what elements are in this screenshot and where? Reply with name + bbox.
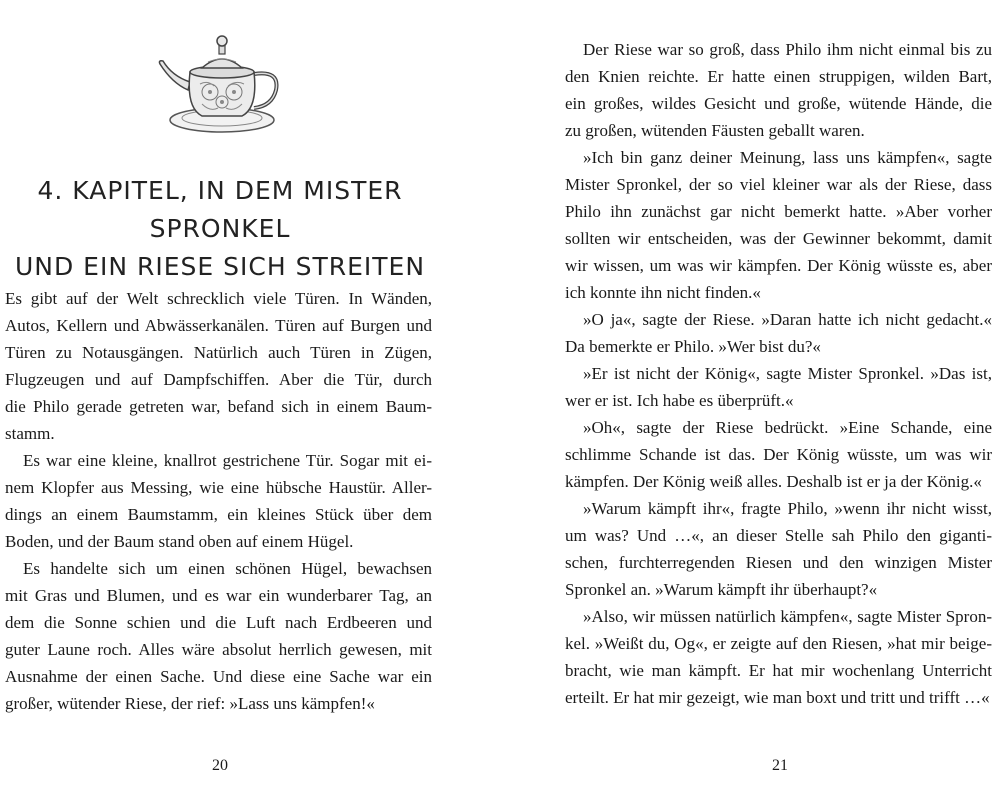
text-line: wer er ist. Ich habe es überprüft.« (565, 391, 794, 410)
text-line: Es gibt auf der Welt schrecklich viele Türen. In Wänden, (5, 289, 432, 308)
text-line: Philo ihn zunächst gar nicht bemerkt hatte. »Aber vorher (565, 202, 992, 221)
teapot-icon (150, 28, 290, 138)
text-line: dem die Sonne schien und die Luft nach Erdbeeren und (5, 613, 432, 632)
page-number-left: 20 (212, 757, 228, 774)
text-line: guter Laune roch. Alles wäre absolut herrlich gewesen, mit (5, 640, 432, 659)
text-line: bracht, wie man kämpft. Er hat mir wochenlang Unterricht (565, 661, 992, 680)
text-line: mit Gras und Blumen, und es war ein wunderbarer Tag, an (5, 586, 432, 605)
text-line: ich konnte ihn nicht finden.« (565, 283, 761, 302)
text-line: Boden, und der Baum stand oben auf einem Hügel. (5, 532, 354, 551)
text-line: kel. »Weißt du, Og«, er zeigte auf den Riesen, »hat mir beige- (565, 634, 992, 653)
page-number-right: 21 (772, 757, 788, 774)
chapter-title (0, 172, 440, 286)
left-page-body (5, 285, 432, 717)
chapter-title-line-1: 4. KAPITEL, IN DEM MISTER SPRONKEL (37, 176, 403, 243)
text-line: zu großen, wütenden Fäusten geballt waren. (565, 121, 865, 140)
text-line: Es war eine kleine, knallrot gestrichene Tür. Sogar mit ei- (23, 451, 432, 470)
text-line: sollten wir entscheiden, was der Gewinner bekommt, damit (565, 229, 992, 248)
text-line: die Philo gerade getreten war, befand sich in einem Baum- (5, 397, 432, 416)
chapter-title-line-2: UND EIN RIESE SICH STREITEN (14, 252, 426, 281)
text-line: Da bemerkte er Philo. »Wer bist du?« (565, 337, 821, 356)
text-line: um was? Und …«, an dieser Stelle sah Philo den giganti- (565, 526, 992, 545)
text-line: kämpfen. Der König weiß alles. Deshalb ist er ja der König.« (565, 472, 982, 491)
text-line: »Oh«, sagte der Riese bedrückt. »Eine Schande, eine (583, 418, 992, 437)
text-line: dings an einem Baumstamm, ein kleines Stück über dem (5, 505, 432, 524)
text-line: Spronkel an. »Warum kämpft ihr überhaupt?« (565, 580, 878, 599)
right-page-body (565, 36, 992, 711)
text-line: Türen zu Notausgängen. Natürlich auch Türen in Zügen, (5, 343, 432, 362)
text-line: erteilt. Er hat mir gezeigt, wie man boxt und tritt und trifft …« (565, 688, 990, 707)
text-line: »Also, wir müssen natürlich kämpfen«, sagte Mister Spron- (583, 607, 992, 626)
text-line: Es handelte sich um einen schönen Hügel, bewachsen (23, 559, 432, 578)
text-line: Der Riese war so groß, dass Philo ihm nicht einmal bis zu (583, 40, 992, 59)
text-line: wir wissen, um was wir kämpfen. Der König wüsste es, aber (565, 256, 992, 275)
text-line: »Ich bin ganz deiner Meinung, lass uns kämpfen«, sagte (583, 148, 992, 167)
text-line: Ausnahme der einen Sache. Und diese eine Sache war ein (5, 667, 432, 686)
text-line: Mister Spronkel, der so viel kleiner war als der Riese, dass (565, 175, 992, 194)
text-line: ein großes, wildes Gesicht und große, wütende Hände, die (565, 94, 992, 113)
right-page (560, 0, 1000, 800)
text-line: den Knien reichte. Er hatte einen struppigen, wilden Bart, (565, 67, 992, 86)
text-line: »O ja«, sagte der Riese. »Daran hatte ich nicht gedacht.« (583, 310, 992, 329)
text-line: »Warum kämpft ihr«, fragte Philo, »wenn ihr nicht wisst, (583, 499, 992, 518)
text-line: schen, furchterregenden Riesen und den winzigen Mister (565, 553, 992, 572)
text-line: nem Klopfer aus Messing, wie eine hübsche Haustür. Aller- (5, 478, 432, 497)
text-line: Flugzeugen und auf Dampfschiffen. Aber die Tür, durch (5, 370, 432, 389)
text-line: stamm. (5, 424, 55, 443)
text-line: schlimme Schande ist das. Der König wüsste, um was wir (565, 445, 992, 464)
text-line: großer, wütender Riese, der rief: »Lass uns kämpfen!« (5, 694, 375, 713)
text-line: »Er ist nicht der König«, sagte Mister Spronkel. »Das ist, (583, 364, 992, 383)
left-page (0, 0, 440, 800)
text-line: Autos, Kellern und Abwässerkanälen. Türen auf Burgen und (5, 316, 432, 335)
